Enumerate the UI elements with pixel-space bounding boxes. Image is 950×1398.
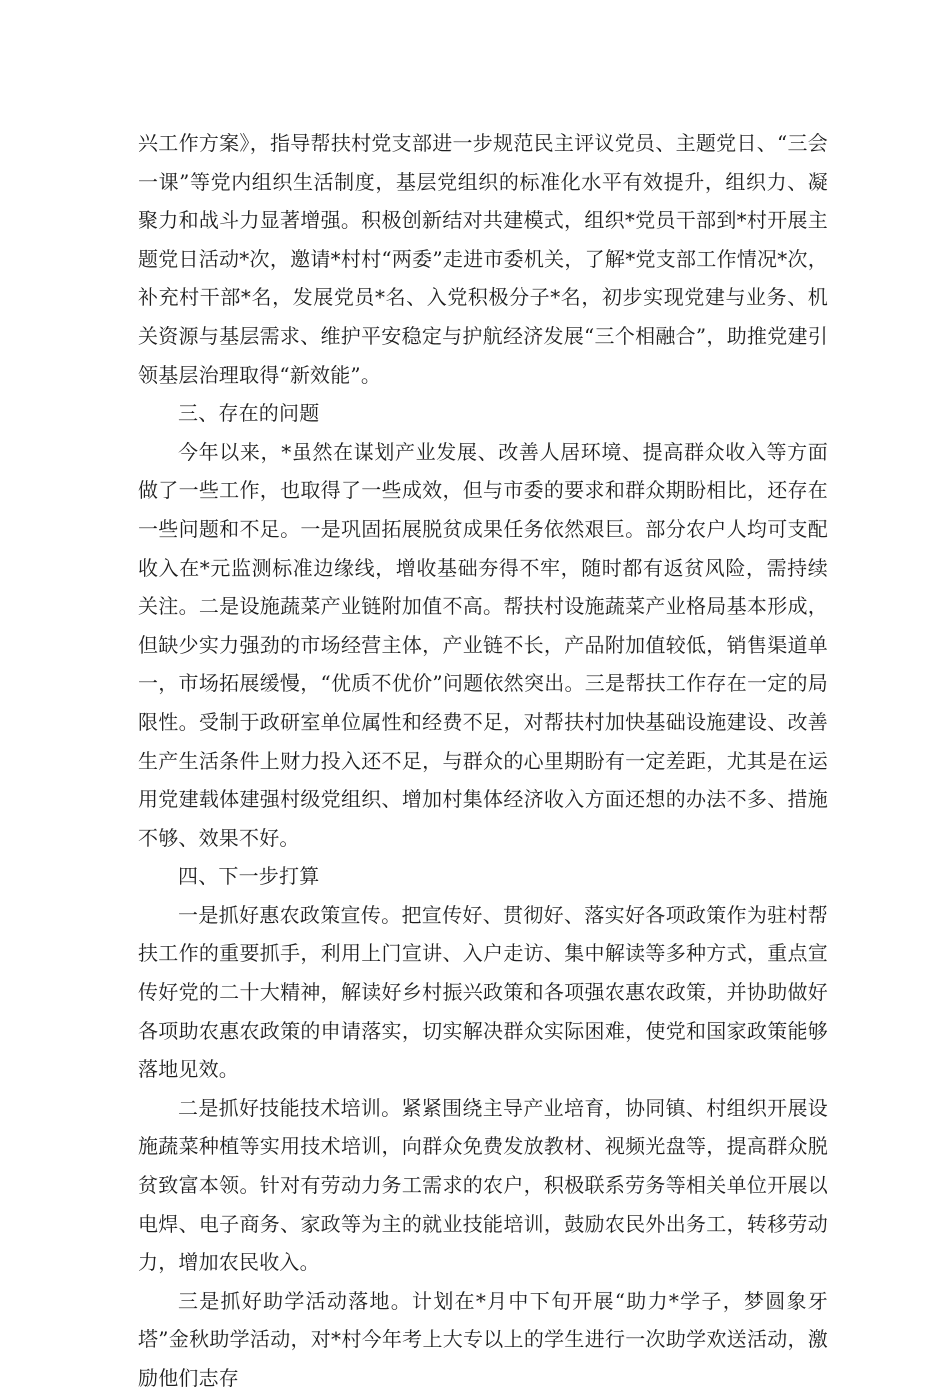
document-body (138, 124, 828, 1398)
paragraph-problems: 今年以来，*虽然在谋划产业发展、改善人居环境、提高群众收入等方面做了一些工作，也取得了一些成效，但与市委的要求和群众期盼相比，还存在一些问题和不足。一是巩固拓展脱贫成果任务依然艰巨。部分农户人均可支配收入在*元监测标准边缘线，增收基础夯得不牢，随时都有返贫风险，需持续关注。二是设施蔬菜产业链附加值不高。帮扶村设施蔬菜产业格局基本形成，但缺少实力强劲的市场经营主体，产业链不长，产品附加值较低，销售渠道单一，市场拓展缓慢，“优质不优价”问题依然突出。三是帮扶工作存在一定的局限性。受制于政研室单位属性和经费不足，对帮扶村加快基础设施建设、改善生产生活条件上财力投入还不足，与群众的心里期盼有一定差距，尤其是在运用党建载体建强村级党组织、增加村集体经济收入方面还想的办法不多、措施不够、效果不好。 (138, 439, 828, 850)
section-heading-problems: 三、存在的问题 (178, 401, 320, 426)
paragraph-skills-training: 二是抓好技能技术培训。紧紧围绕主导产业培育，协同镇、村组织开展设施蔬菜种植等实用技术培训，向群众免费发放教材、视频光盘等，提高群众脱贫致富本领。针对有劳动力务工需求的农户，积极联系劳务等相关单位开展以电焊、电子商务、家政等为主的就业技能培训，鼓励农民外出务工，转移劳动力，增加农民收入。 (138, 1095, 828, 1275)
paragraph-policy-promotion: 一是抓好惠农政策宣传。把宣传好、贯彻好、落实好各项政策作为驻村帮扶工作的重要抓手，利用上门宣讲、入户走访、集中解读等多种方式，重点宣传好党的二十大精神，解读好乡村振兴政策和各项强农惠农政策，并协助做好各项助农惠农政策的申请落实，切实解决群众实际困难，使党和国家政策能够落地见效。 (138, 902, 828, 1082)
paragraph-student-aid: 三是抓好助学活动落地。计划在*月中下旬开展“助力*学子，梦圆象牙塔”金秋助学活动，对*村今年考上大专以上的学生进行一次助学欢送活动，激励他们志存 (138, 1288, 828, 1390)
section-heading-next-steps: 四、下一步打算 (178, 864, 320, 889)
paragraph-continuation: 兴工作方案》，指导帮扶村党支部进一步规范民主评议党员、主题党日、“三会一课”等党内组织生活制度，基层党组织的标准化水平有效提升，组织力、凝聚力和战斗力显著增强。积极创新结对共建模式，组织*党员干部到*村开展主题党日活动*次，邀请*村村“两委”走进市委机关，了解*党支部工作情况*次，补充村干部*名，发展党员*名、入党积极分子*名，初步实现党建与业务、机关资源与基层需求、维护平安稳定与护航经济发展“三个相融合”，助推党建引领基层治理取得“新效能”。 (138, 131, 828, 387)
